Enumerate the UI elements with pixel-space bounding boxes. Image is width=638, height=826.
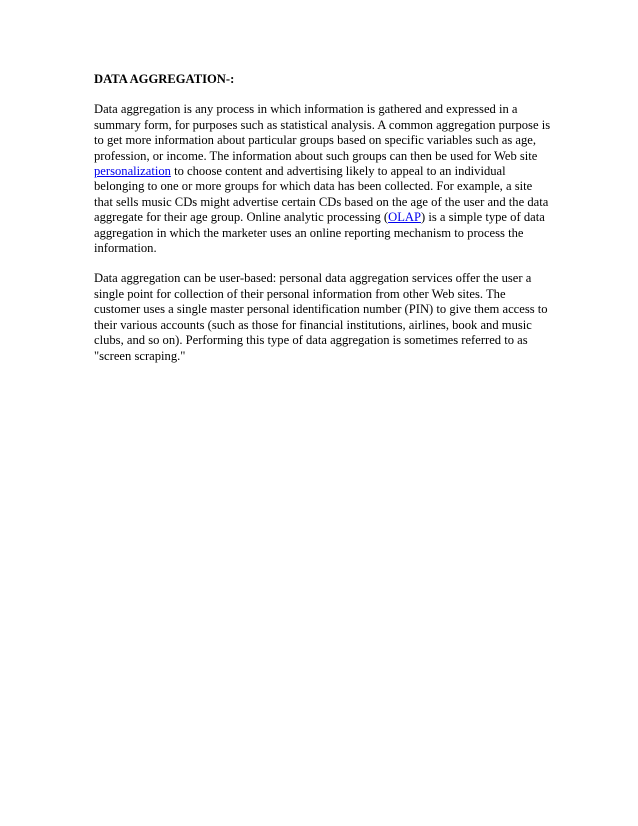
paragraph-user-based: Data aggregation can be user-based: personal data aggregation services offer the user a single point for collection of their personal information from other Web sites. The customer uses a single master personal identification number (PIN) to give them access to their various accounts (such as those for financial institutions, airlines, book and music clubs, and so on). Performing this type of data aggregation is sometimes referred to as "screen scraping." bbox=[94, 271, 548, 363]
document-body bbox=[94, 72, 554, 379]
paragraph-definition bbox=[94, 102, 554, 256]
olap-link[interactable]: OLAP bbox=[388, 210, 421, 225]
paragraph-text: Data aggregation is any process in which information is gathered and expressed in a summary form, for purposes such as statistical analysis. A common aggregation purpose is to get more information about particular groups based on specific variables such as age, profession, or income. The information about such groups can then be used for Web site bbox=[94, 102, 551, 163]
paragraph-text: ) is a simple type of data aggregation in which the marketer uses an online reporting mechanism to process the information. bbox=[94, 210, 545, 256]
document-heading: DATA AGGREGATION-: bbox=[94, 72, 235, 86]
personalization-link[interactable]: personalization bbox=[94, 164, 171, 179]
paragraph-text: to choose content and advertising likely to appeal to an individual belonging to one or more groups for which data has been collected. For example, a site that sells music CDs might advertise certain CDs based on the age of the user and the data aggregate for their age group. Online analytic processing ( bbox=[94, 164, 549, 225]
